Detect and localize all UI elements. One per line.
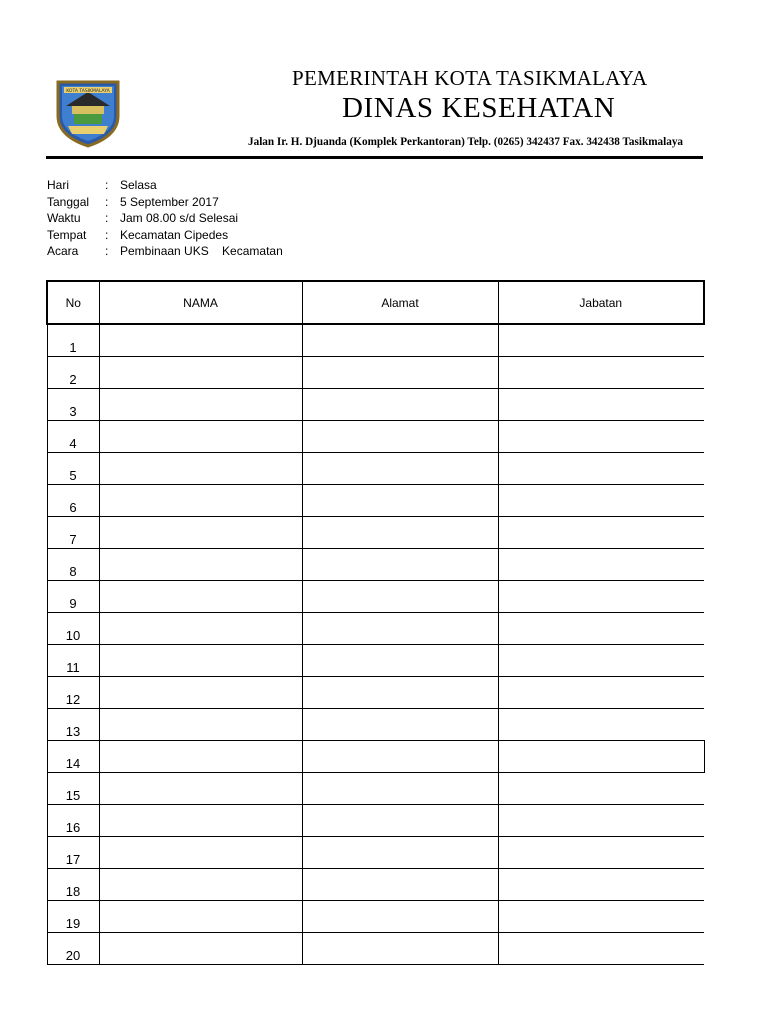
- cell-nama[interactable]: [99, 901, 302, 933]
- table-row: [47, 549, 704, 581]
- row-number: 4: [47, 421, 99, 453]
- row-number: 18: [47, 869, 99, 901]
- table-header-row: [47, 281, 704, 324]
- cell-nama[interactable]: [99, 837, 302, 869]
- cell-jabatan[interactable]: [498, 421, 704, 453]
- cell-alamat[interactable]: [302, 677, 498, 709]
- cell-alamat[interactable]: [302, 549, 498, 581]
- table-row: [47, 485, 704, 517]
- department-title: DINAS KESEHATAN: [342, 92, 616, 124]
- cell-nama[interactable]: [99, 581, 302, 613]
- table-row: [47, 581, 704, 613]
- cell-alamat[interactable]: [302, 805, 498, 837]
- row-number: 3: [47, 389, 99, 421]
- cell-nama[interactable]: [99, 613, 302, 645]
- table-row: [47, 805, 704, 837]
- cell-jabatan[interactable]: [498, 613, 704, 645]
- cell-nama[interactable]: [99, 357, 302, 389]
- table-row: [47, 324, 704, 357]
- cell-nama[interactable]: [99, 709, 302, 741]
- cell-alamat[interactable]: [302, 581, 498, 613]
- row-number: 17: [47, 837, 99, 869]
- row-number: 9: [47, 581, 99, 613]
- attendance-table: [46, 280, 705, 965]
- row-number: 5: [47, 453, 99, 485]
- cell-jabatan[interactable]: [498, 709, 704, 741]
- cell-alamat[interactable]: [302, 869, 498, 901]
- cell-nama[interactable]: [99, 485, 302, 517]
- cell-jabatan[interactable]: [498, 324, 704, 357]
- cell-nama[interactable]: [99, 805, 302, 837]
- cell-alamat[interactable]: [302, 453, 498, 485]
- cell-jabatan[interactable]: [498, 645, 704, 677]
- cell-alamat[interactable]: [302, 741, 498, 773]
- row-number: 19: [47, 901, 99, 933]
- cell-alamat[interactable]: [302, 837, 498, 869]
- table-row: [47, 837, 704, 869]
- row-number: 10: [47, 613, 99, 645]
- cell-jabatan[interactable]: [498, 741, 704, 773]
- cell-nama[interactable]: [99, 773, 302, 805]
- cell-jabatan[interactable]: [498, 581, 704, 613]
- cell-jabatan[interactable]: [498, 453, 704, 485]
- cell-alamat[interactable]: [302, 613, 498, 645]
- table-row: [47, 709, 704, 741]
- cell-nama[interactable]: [99, 645, 302, 677]
- row-number: 14: [47, 741, 99, 773]
- cell-nama[interactable]: [99, 421, 302, 453]
- table-row: [47, 389, 704, 421]
- cell-nama[interactable]: [99, 677, 302, 709]
- cell-alamat[interactable]: [302, 517, 498, 549]
- row-number: 7: [47, 517, 99, 549]
- cell-jabatan[interactable]: [498, 389, 704, 421]
- row-number: 8: [47, 549, 99, 581]
- column-header-nama: NAMA: [99, 281, 302, 324]
- cell-jabatan[interactable]: [498, 773, 704, 805]
- cell-alamat[interactable]: [302, 324, 498, 357]
- cell-jabatan[interactable]: [498, 805, 704, 837]
- event-time: Waktu : Jam 08.00 s/d Selesai: [47, 211, 239, 226]
- row-number: 1: [47, 324, 99, 357]
- letterhead-address: Jalan Ir. H. Djuanda (Komplek Perkantoran) Telp. (0265) 342437 Fax. 342438 Tasikmalaya: [248, 136, 684, 148]
- table-row: [47, 869, 704, 901]
- cell-jabatan[interactable]: [498, 677, 704, 709]
- row-number: 11: [47, 645, 99, 677]
- cell-jabatan[interactable]: [498, 357, 704, 389]
- table-row: [47, 933, 704, 965]
- cell-alamat[interactable]: [302, 901, 498, 933]
- cell-alamat[interactable]: [302, 933, 498, 965]
- table-row: [47, 613, 704, 645]
- event-info: [47, 177, 283, 260]
- cell-jabatan[interactable]: [498, 517, 704, 549]
- cell-nama[interactable]: [99, 933, 302, 965]
- row-number: 20: [47, 933, 99, 965]
- table-row: [47, 517, 704, 549]
- table-row: [47, 453, 704, 485]
- cell-jabatan[interactable]: [498, 549, 704, 581]
- row-number: 13: [47, 709, 99, 741]
- cell-alamat[interactable]: [302, 485, 498, 517]
- row-number: 12: [47, 677, 99, 709]
- cell-nama[interactable]: [99, 741, 302, 773]
- cell-alamat[interactable]: [302, 421, 498, 453]
- cell-nama[interactable]: [99, 324, 302, 357]
- cell-nama[interactable]: [99, 517, 302, 549]
- table-row: [47, 357, 704, 389]
- cell-jabatan[interactable]: [498, 837, 704, 869]
- table-row: [47, 677, 704, 709]
- cell-alamat[interactable]: [302, 645, 498, 677]
- column-header-no: No: [47, 281, 99, 324]
- cell-alamat[interactable]: [302, 773, 498, 805]
- table-row: [47, 741, 704, 773]
- cell-jabatan[interactable]: [498, 901, 704, 933]
- cell-nama[interactable]: [99, 389, 302, 421]
- cell-jabatan[interactable]: [498, 485, 704, 517]
- table-row: [47, 901, 704, 933]
- row-number: 6: [47, 485, 99, 517]
- column-header-alamat: Alamat: [302, 281, 498, 324]
- table-row: [47, 645, 704, 677]
- event-place: Tempat : Kecamatan Cipedes: [47, 227, 229, 242]
- row-number: 16: [47, 805, 99, 837]
- cell-nama[interactable]: [99, 453, 302, 485]
- cell-alamat[interactable]: [302, 357, 498, 389]
- table-row: [47, 773, 704, 805]
- cell-alamat[interactable]: [302, 709, 498, 741]
- cell-jabatan[interactable]: [498, 933, 704, 965]
- table-row: [47, 421, 704, 453]
- cell-nama[interactable]: [99, 869, 302, 901]
- event-date: Tanggal : 5 September 2017: [47, 194, 219, 209]
- event-agenda: Acara : Pembinaan UKS Kecamatan: [47, 244, 283, 259]
- cell-alamat[interactable]: [302, 389, 498, 421]
- tasikmalaya-emblem-icon: [52, 76, 124, 148]
- column-header-jabatan: Jabatan: [498, 281, 704, 324]
- event-day: Hari : Selasa: [47, 178, 157, 192]
- cell-jabatan[interactable]: [498, 869, 704, 901]
- emblem-text: KOTA TASIKMALAYA: [66, 89, 110, 94]
- row-number: 2: [47, 357, 99, 389]
- cell-nama[interactable]: [99, 549, 302, 581]
- letterhead-divider: [46, 156, 703, 159]
- row-number: 15: [47, 773, 99, 805]
- government-title: PEMERINTAH KOTA TASIKMALAYA: [292, 66, 648, 90]
